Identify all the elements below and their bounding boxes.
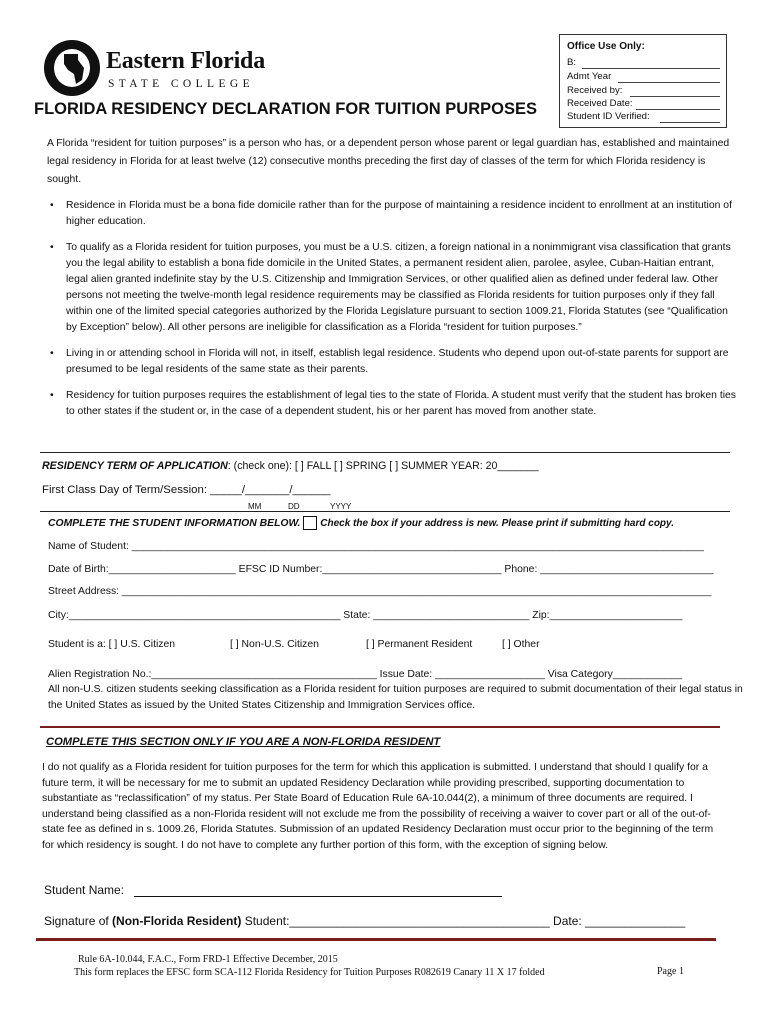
office-use-title: Office Use Only:	[567, 41, 645, 52]
list-item: • Residency for tuition purposes requires the establishment of legal ties to the state of Florida. A student must verify that the student has broken ties to other states if the student or, in the case of a dependent student, his or her parent has moved from another state.	[48, 388, 738, 420]
term-row[interactable]	[42, 460, 539, 472]
office-row-admt-year: Admt Year	[567, 71, 612, 82]
signature-prefix: Signature of	[44, 914, 113, 928]
mm-label: MM	[248, 502, 262, 511]
footer-rule: Rule 6A-10.044, F.A.C., Form FRD-1 Effective December, 2015	[78, 954, 338, 965]
requirements-list	[48, 198, 738, 430]
us-citizen-option[interactable]: Student is a: [ ] U.S. Citizen	[48, 639, 176, 650]
dob-id-phone-row[interactable]: Date of Birth:______________________ EFSC ID Number:_______________________________ Phone: ______________________________	[48, 564, 714, 575]
signature-line[interactable]: Student:_______________________________________ Date: _______________	[241, 914, 686, 928]
footer-replaces: This form replaces the EFSC form SCA-112 Florida Residency for Tuition Purposes R082619 Canary 11 X 17 folded	[74, 967, 545, 978]
intro-paragraph: A Florida “resident for tuition purposes” is a person who has, or a dependent person whose parent or legal guardian has, established and maintained legal residency in Florida for at least twelve (12) consecutive months preceding the first day of classes of the term for which Florida residency is sought.	[47, 138, 730, 185]
office-row-received-date: Received Date:	[567, 98, 633, 109]
form-title: FLORIDA RESIDENCY DECLARATION FOR TUITION PURPOSES	[34, 100, 537, 118]
non-us-citizen-option[interactable]: [ ] Non-U.S. Citizen	[230, 639, 319, 650]
alien-registration-row[interactable]: Alien Registration No.:_______________________________________ Issue Date: ___________________ Visa Category____________	[48, 669, 683, 680]
signature-row[interactable]	[44, 914, 685, 928]
student-name-field[interactable]: Name of Student: ___________________________________________________________________________________________________	[48, 541, 704, 552]
student-info-heading-row	[48, 516, 674, 530]
other-option[interactable]: [ ] Other	[502, 639, 540, 650]
term-options[interactable]: : (check one): [ ] FALL [ ] SPRING [ ] SUMMER YEAR: 20_______	[227, 460, 539, 472]
first-class-day-field[interactable]: First Class Day of Term/Session: _____/_______/______	[42, 484, 331, 496]
office-row-b: B:	[567, 57, 577, 68]
nonres-statement: I do not qualify as a Florida resident for tuition purposes for the term for which this application is submitted. I understand that should I qualify for a future term, it will be necessary for me to submit an updated Residency Declaration while providing prescribed, supporting documentation to substantiate as “reclassification” of my status. Per State Board of Education Rule 6A-10.044(2), a minimum of three documents are required. I understand being classified as a non-Florida resident will not exclude me from the possibility of receiving a waiver to cover part or all of the out-of-state fee as defined in s. 1009.26, Florida Statutes. Submission of an updated Residency Declaration must occur prior to the beginning of the term for which residency is sought. I do not have to complete any further portion of this form, with the exception of signing below.	[42, 762, 714, 851]
college-logo	[44, 40, 284, 102]
term-label: RESIDENCY TERM OF APPLICATION	[42, 460, 228, 472]
logo-subtitle: STATE COLLEGE	[108, 78, 255, 90]
page-number: Page 1	[657, 966, 684, 977]
street-address-field[interactable]: Street Address: ______________________________________________________________________________________________________	[48, 586, 712, 597]
logo-name: Eastern Florida	[106, 48, 265, 74]
office-row-received-by: Received by:	[567, 85, 623, 96]
list-item: • Residence in Florida must be a bona fide domicile rather than for the purpose of maintaining a residence incident to enrollment at an institution of higher education.	[48, 198, 738, 230]
check-note: Check the box if your address is new. Please print if submitting hard copy.	[320, 517, 675, 529]
student-info-heading: COMPLETE THE STUDENT INFORMATION BELOW.	[48, 517, 301, 529]
dd-label: DD	[288, 502, 300, 511]
student-name-line[interactable]	[134, 896, 502, 897]
office-row-student-id: Student ID Verified:	[567, 111, 650, 122]
office-use-box	[559, 34, 727, 128]
alien-note: All non-U.S. citizen students seeking classification as a Florida resident for tuition purposes are required to submit documentation of their legal status in the United States as issued by the United States Citizenship and Immigration Services office.	[48, 684, 743, 711]
logo-emblem-icon	[44, 40, 100, 96]
nonres-heading: COMPLETE THIS SECTION ONLY IF YOU ARE A NON-FLORIDA RESIDENT	[46, 736, 441, 748]
signature-bold: (Non-Florida Resident)	[112, 914, 242, 928]
new-address-checkbox[interactable]	[303, 516, 317, 530]
city-state-zip-row[interactable]: City:_______________________________________________ State: ___________________________ Zip:_______________________	[48, 610, 683, 621]
yyyy-label: YYYY	[330, 502, 352, 511]
student-name-label: Student Name:	[44, 883, 125, 897]
list-item: • Living in or attending school in Florida will not, in itself, establish legal residence. Students who depend upon out-of-state parents for support are presumed to be legal residents of the same state as their parents.	[48, 346, 738, 378]
permanent-resident-option[interactable]: [ ] Permanent Resident	[366, 639, 473, 650]
list-item: • To qualify as a Florida resident for tuition purposes, you must be a U.S. citizen, a foreign national in a nonimmigrant visa classification that grants you the legal ability to establish a bona fide domicile in the United States, a permanent resident alien, parolee, asylee, Cuban-Haitian entrant, legal alien granted indefinite stay by the U.S. Citizenship and Immigration Services, or other qualified alien as defined under federal law. Other persons not meeting the twelve-month legal residence requirements may be classified as Florida residents for tuition purposes only if they fall within one of the limited special categories authorized by the Florida Legislature pursuant to section 1009.21, Florida Statutes (see “Qualification by Exception” below). All other persons are ineligible for classification as a Florida “resident for tuition purposes.”	[48, 240, 738, 336]
